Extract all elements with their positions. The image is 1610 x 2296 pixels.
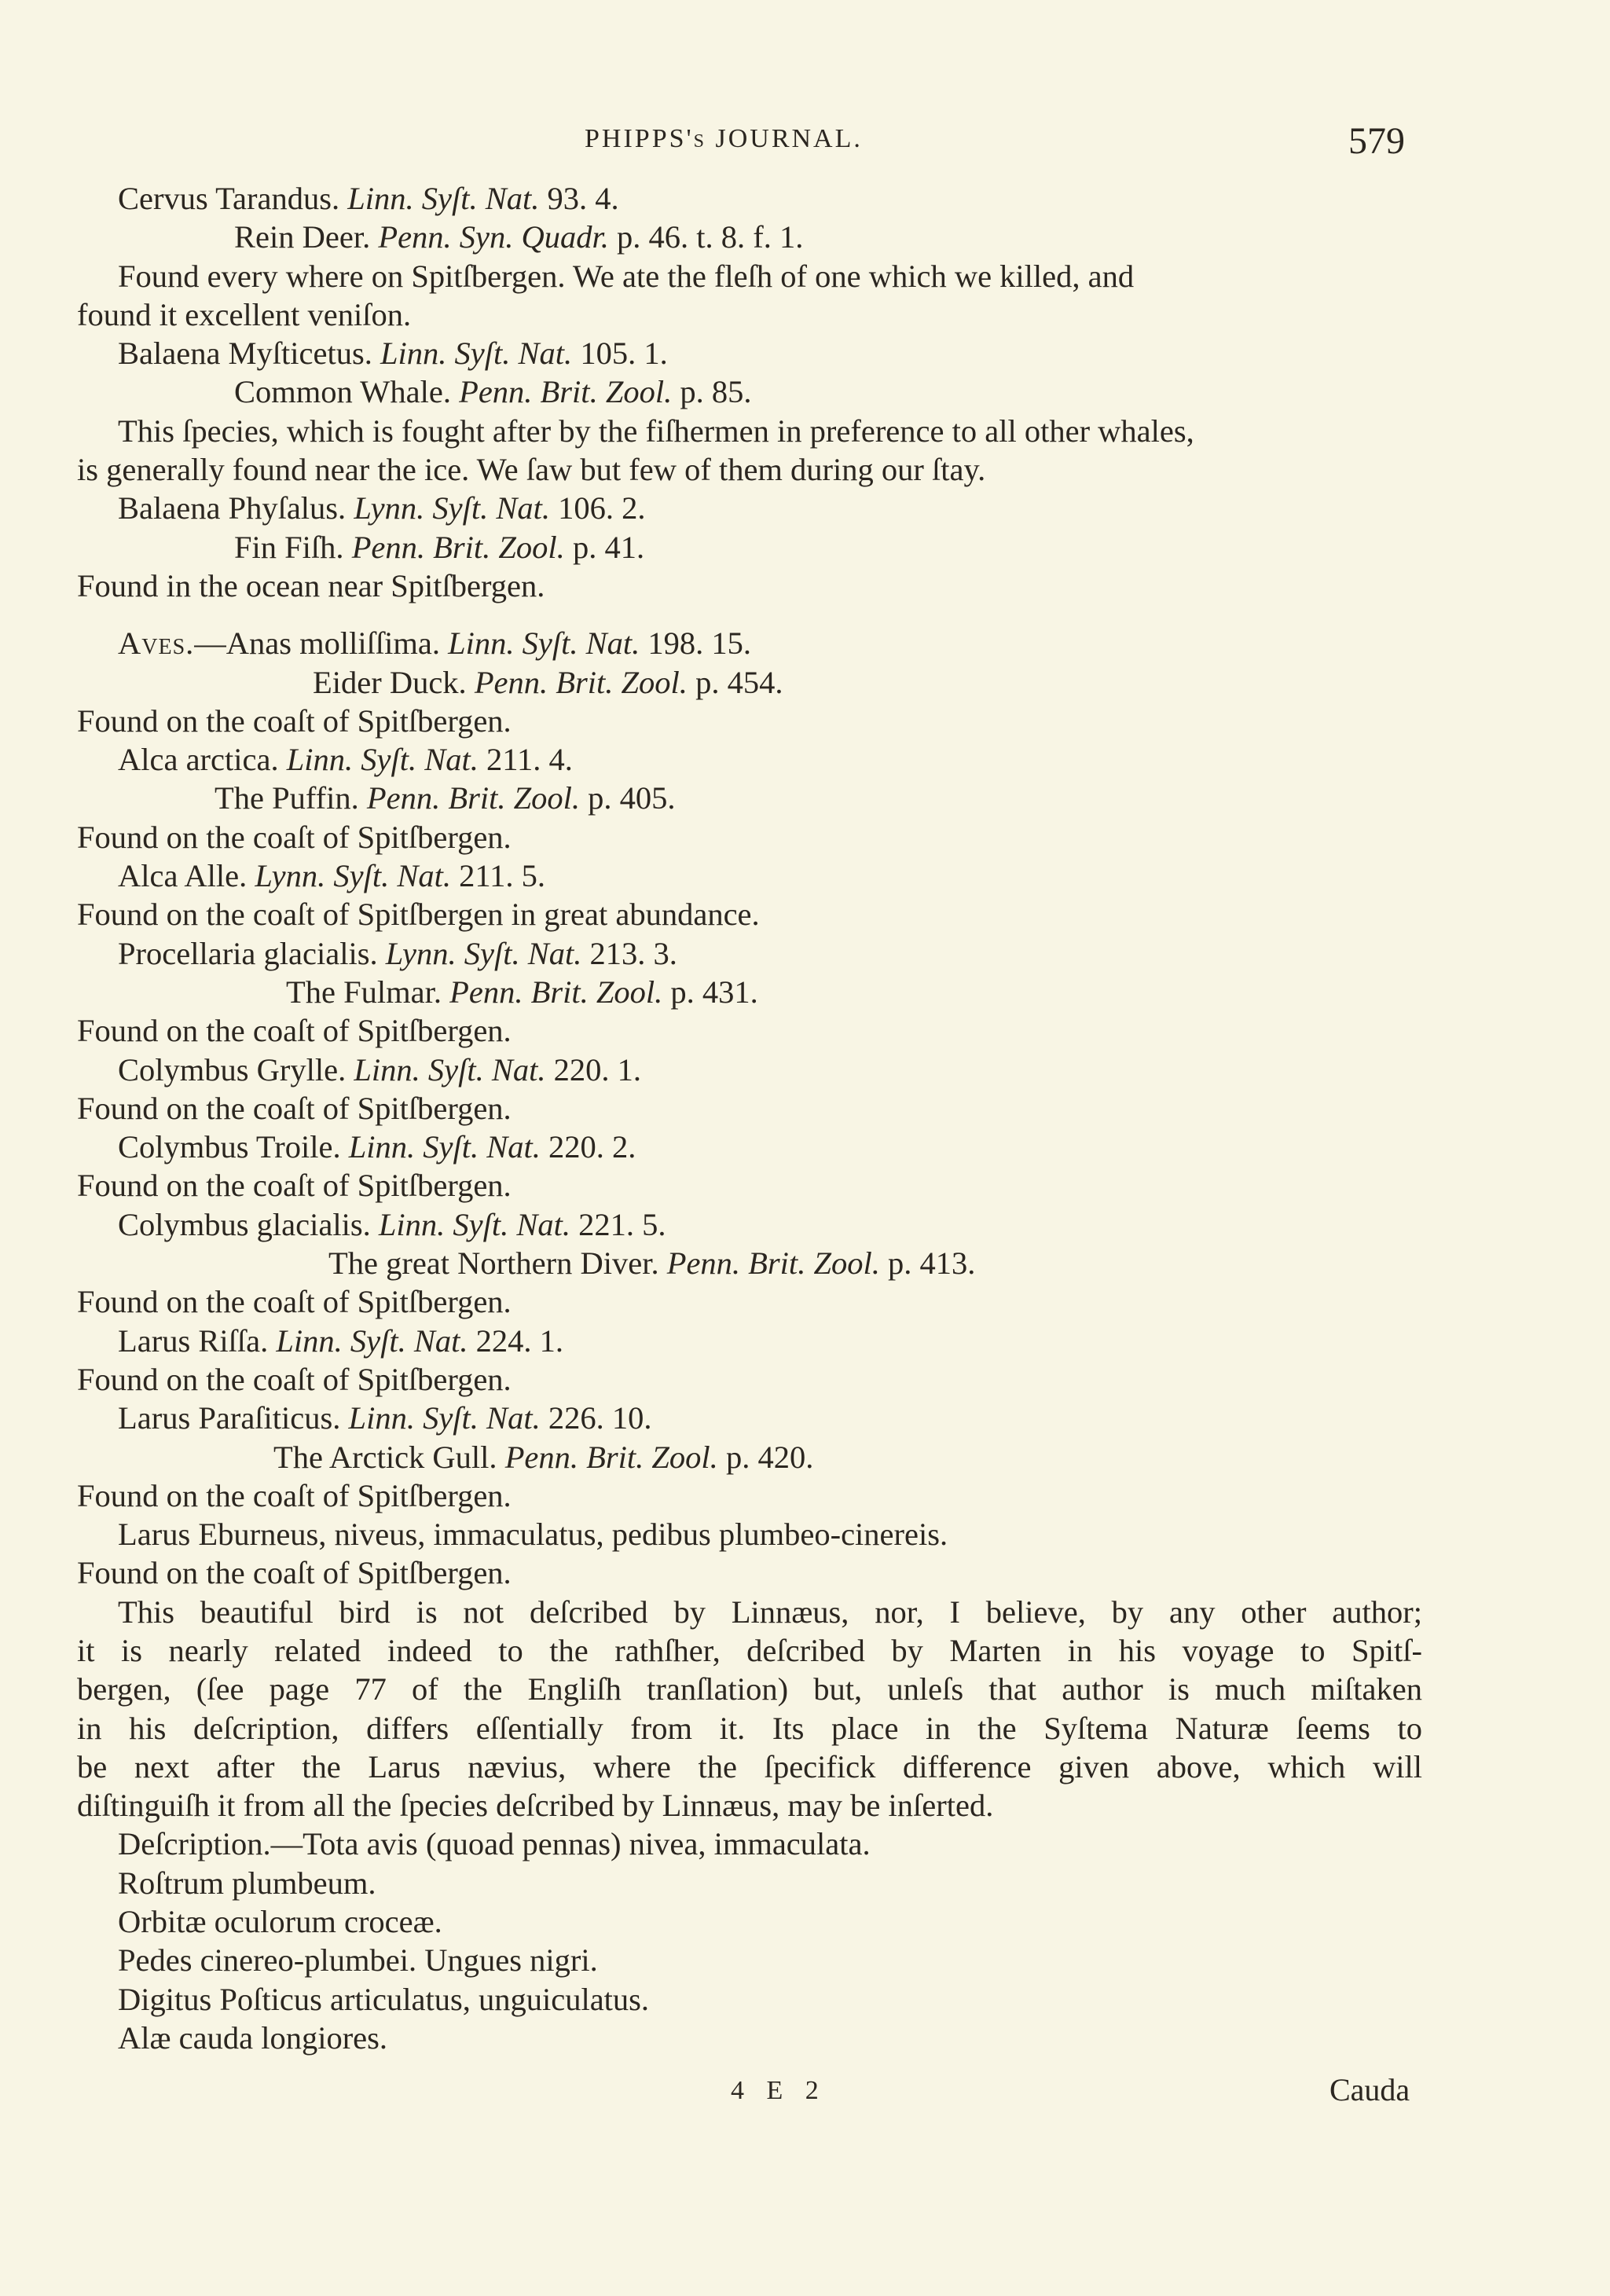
text-line: it is nearly related indeed to the rathſher, deſcribed by Marten in his voyage to Spitſ- xyxy=(77,1632,1422,1668)
text-line: Eider Duck. Penn. Brit. Zool. p. 454. xyxy=(313,664,783,700)
text-line: Procellaria glacialis. Lynn. Syſt. Nat. 213. 3. xyxy=(118,935,677,971)
text-line: The Fulmar. Penn. Brit. Zool. p. 431. xyxy=(286,974,758,1010)
text-line: Found on the coaſt of Spitſbergen. xyxy=(77,1477,512,1513)
text-line: Alca Alle. Lynn. Syſt. Nat. 211. 5. xyxy=(118,858,545,894)
text-line: Colymbus Troile. Linn. Syſt. Nat. 220. 2. xyxy=(118,1129,636,1165)
citation-reference: Penn. Brit. Zool. xyxy=(666,1245,880,1282)
text-line: Found on the coaſt of Spitſbergen. xyxy=(77,1361,512,1397)
text-line: Pedes cinereo-plumbei. Ungues nigri. xyxy=(118,1942,598,1979)
citation-reference: Linn. Syſt. Nat. xyxy=(354,1051,546,1087)
text-line: found it excellent veniſon. xyxy=(77,296,412,332)
text-line: The Puffin. Penn. Brit. Zool. p. 405. xyxy=(215,780,676,816)
page-number: 579 xyxy=(1348,120,1405,162)
text-line: Deſcription.—Tota avis (quoad pennas) nivea, immaculata. xyxy=(118,1826,871,1862)
text-line: Larus Riſſa. Linn. Syſt. Nat. 224. 1. xyxy=(118,1322,563,1359)
citation-reference: Penn. Syn. Quadr. xyxy=(378,219,609,255)
citation-reference: Penn. Brit. Zool. xyxy=(351,529,565,565)
text-line: Colymbus glacialis. Linn. Syſt. Nat. 221. 5. xyxy=(118,1206,666,1242)
text-line: Aves.—Anas molliſſima. Linn. Syſt. Nat. 198. 15. xyxy=(118,625,752,662)
body-text xyxy=(77,179,1422,2057)
catchword: Cauda xyxy=(1329,2072,1410,2107)
text-line: Found on the coaſt of Spitſbergen. xyxy=(77,1284,512,1320)
text-line: Found on the coaſt of Spitſbergen. xyxy=(77,1090,512,1126)
text-line: Roſtrum plumbeum. xyxy=(118,1865,376,1901)
text-line: Larus Paraſiticus. Linn. Syſt. Nat. 226. 10. xyxy=(118,1400,652,1436)
text-line: in his deſcription, differs eſſentially from it. Its place in the Syſtema Naturæ ſeems to xyxy=(77,1710,1422,1746)
text-line: Found on the coaſt of Spitſbergen. xyxy=(77,1168,512,1204)
text-line: Found on the coaſt of Spitſbergen in great abundance. xyxy=(77,897,760,933)
text-line: bergen, (ſee page 77 of the Engliſh tranſlation) but, unleſs that author is much miſtaken xyxy=(77,1671,1422,1707)
text-line: Fin Fiſh. Penn. Brit. Zool. p. 41. xyxy=(234,529,645,565)
citation-reference: Penn. Brit. Zool. xyxy=(449,974,663,1010)
text-line: Found every where on Spitſbergen. We ate the fleſh of one which we killed, and xyxy=(118,258,1135,294)
citation-reference: Penn. Brit. Zool. xyxy=(366,780,580,816)
text-line: Colymbus Grylle. Linn. Syſt. Nat. 220. 1. xyxy=(118,1051,642,1087)
text-line: Orbitæ oculorum croceæ. xyxy=(118,1904,442,1940)
citation-reference: Linn. Syſt. Nat. xyxy=(348,1400,541,1436)
running-head: PHIPPS's JOURNAL. xyxy=(585,124,863,153)
text-line: is generally found near the ice. We ſaw but few of them during our ſtay. xyxy=(77,452,986,488)
text-line: Larus Eburneus, niveus, immaculatus, pedibus plumbeo-cinereis. xyxy=(118,1517,948,1553)
text-line: Cervus Tarandus. Linn. Syſt. Nat. 93. 4. xyxy=(118,181,619,216)
page-footer xyxy=(0,2071,1610,2118)
text-line: Balaena Phyſalus. Lynn. Syſt. Nat. 106. 2. xyxy=(118,490,646,526)
text-line: This ſpecies, which is fought after by the fiſhermen in preference to all other whales, xyxy=(118,413,1194,449)
text-line: Found on the coaſt of Spitſbergen. xyxy=(77,702,512,739)
text-line: Rein Deer. Penn. Syn. Quadr. p. 46. t. 8. f. 1. xyxy=(234,219,804,255)
citation-reference: Penn. Brit. Zool. xyxy=(504,1439,718,1475)
citation-reference: Lynn. Syſt. Nat. xyxy=(255,858,451,894)
citation-reference: Linn. Syſt. Nat. xyxy=(347,181,540,216)
text-line: The great Northern Diver. Penn. Brit. Zool. p. 413. xyxy=(328,1245,976,1282)
citation-reference: Lynn. Syſt. Nat. xyxy=(354,490,550,526)
text-line: Digitus Poſticus articulatus, unguiculatus. xyxy=(118,1981,650,2017)
text-line: Common Whale. Penn. Brit. Zool. p. 85. xyxy=(234,374,752,410)
citation-reference: Linn. Syſt. Nat. xyxy=(380,336,573,372)
text-line: The Arctick Gull. Penn. Brit. Zool. p. 420. xyxy=(273,1439,814,1475)
text-line: be next after the Larus nævius, where the ſpecifick difference given above, which will xyxy=(77,1748,1422,1784)
text-line: Alæ cauda longiores. xyxy=(118,2019,388,2056)
section-heading: Aves. xyxy=(118,625,195,662)
text-line: Found in the ocean near Spitſbergen. xyxy=(77,567,545,603)
text-line: Found on the coaſt of Spitſbergen. xyxy=(77,1555,512,1591)
page-header xyxy=(0,119,1610,162)
citation-reference: Linn. Syſt. Nat. xyxy=(448,625,640,662)
citation-reference: Linn. Syſt. Nat. xyxy=(276,1322,468,1359)
text-line: diſtinguiſh it from all the ſpecies deſcribed by Linnæus, may be inſerted. xyxy=(77,1788,994,1824)
citation-reference: Linn. Syſt. Nat. xyxy=(378,1206,571,1242)
signature-mark: 4 E 2 xyxy=(731,2076,827,2105)
citation-reference: Linn. Syſt. Nat. xyxy=(286,742,479,778)
citation-reference: Penn. Brit. Zool. xyxy=(474,664,688,700)
text-line: This beautiful bird is not deſcribed by Linnæus, nor, I believe, by any other author; xyxy=(118,1594,1422,1630)
citation-reference: Penn. Brit. Zool. xyxy=(459,374,673,410)
section-gap xyxy=(77,605,1422,624)
text-line: Balaena Myſticetus. Linn. Syſt. Nat. 105. 1. xyxy=(118,336,668,372)
text-line: Found on the coaſt of Spitſbergen. xyxy=(77,1013,512,1049)
text-line: Alca arctica. Linn. Syſt. Nat. 211. 4. xyxy=(118,742,573,778)
text-line: Found on the coaſt of Spitſbergen. xyxy=(77,819,512,855)
citation-reference: Linn. Syſt. Nat. xyxy=(348,1129,541,1165)
citation-reference: Lynn. Syſt. Nat. xyxy=(385,935,582,971)
